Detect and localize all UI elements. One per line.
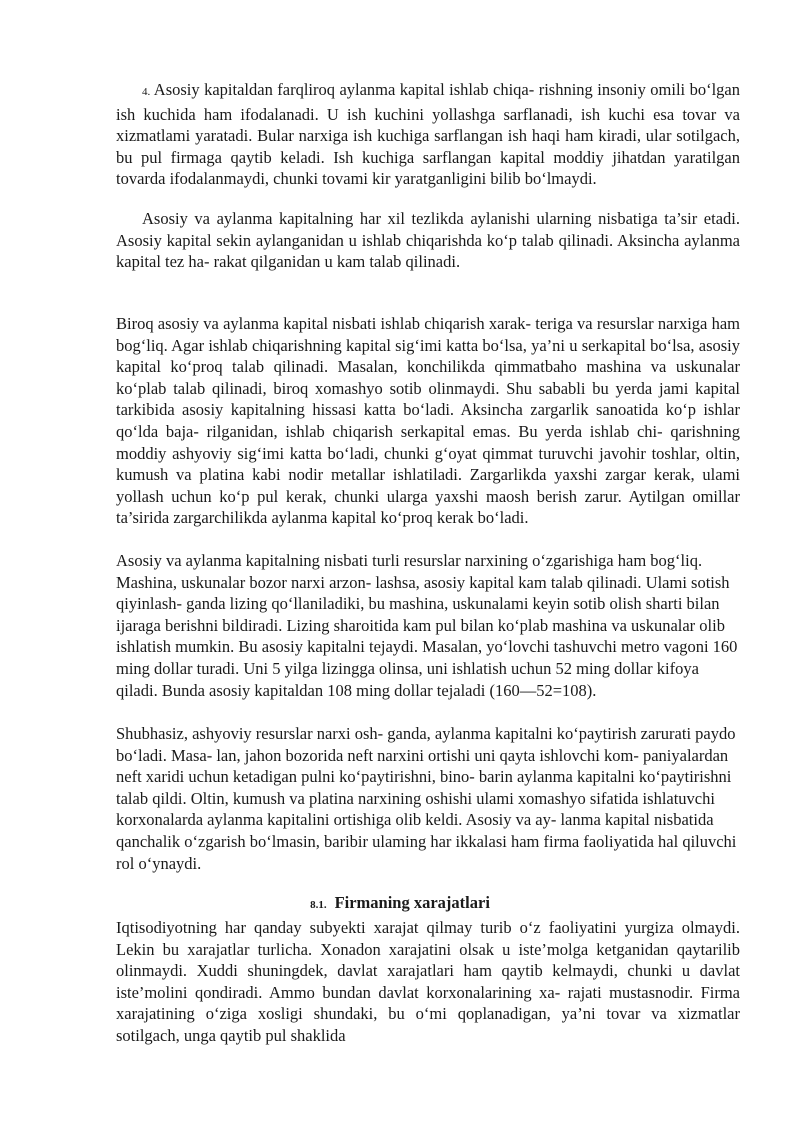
paragraph-resource-prices-leasing: Asosiy va aylanma kapitalning nisbati turli resurslar narxining o‘zgarishiga ham bog‘liq. Mashina, uskunalar bozor narxi arzon- lashsa, asosiy kapital kam talab qilinadi. Ulami sotish qiyinlash- ganda lizing qo‘llaniladiki, bu mashina, uskunalami keyin sotib olish sharti bilan ijaraga berishni bildiradi. Lizing sharoitida kam pul bilan ko‘plab mashina va uskunalar olib ishlatish mumkin. Bu asosiy kapitalni tejaydi. Masalan, yo‘lovchi tashuvchi metro vagoni 160 ming dollar turadi. Uni 5 yilga lizingga olinsa, uni ishlatish uchun 52 ming dollar kifoya qiladi. Bunda asosiy kapitaldan 108 ming dollar tejaladi (160—52=108). xyxy=(116,551,738,700)
paragraph-capital-ratio-industry: Biroq asosiy va aylanma kapital nisbati ishlab chiqarish xarak- teriga va resurslar narxiga ham bog‘liq. Agar ishlab chiqarishning kapital sig‘imi katta bo‘lsa, ya’ni u serkapital bo‘lsa, asosiy kapital ko‘proq talab qilinadi. Masalan, konchilikda qimmatbaho mashina va uskunalar ko‘plab talab qilinadi, biroq xomashyo sotib olinmaydi. Shu sababli bu yerda jami kapital tarkibida asosiy kapitalning hissasi katta bo‘ladi. Aksincha zargarlik sanoatida ko‘p ishlar qo‘lda baja- rilganidan, ishlab chiqarish serkapital emas. Bu yerda ishlab chi- qarishning moddiy ashyoviy sig‘imi katta bo‘ladi, chunki g‘oyat qimmat turuvchi javohir toshlar, oltin, kumush va platina kabi nodir metallar ishlatiladi. Zargarlikda yaxshi zargar kerak, ulami yollash uchun ko‘p pul kerak, chunki ularga yaxshi maosh berish zarur. Aytilgan omillar ta’sirida zargarchilikda aylanma kapital ko‘proq kerak bo‘ladi. xyxy=(116,314,740,528)
section-heading xyxy=(0,892,800,916)
section-number: 8.1. xyxy=(310,899,327,911)
paragraph-material-resources: Shubhasiz, ashyoviy resurslar narxi osh- ganda, aylanma kapitalni ko‘paytirish zarurati paydo bo‘ladi. Masa- lan, jahon bozorida neft narxini ortishi uni qayta ishlovchi kom- paniyalardan neft xaridi uchun ketadigan pulni ko‘paytirishni, bino- barin aylanma kapitalni ko‘paytirishni talab qildi. Oltin, kumush va platina narxining oshishi ulami xomashyo sifatida ishlatuvchi korxonalarda aylanma kapitalini ortishiga olib keldi. Asosiy va ay- lanma kapital nisbatida qanchalik o‘zgarish bo‘lmasin, baribir ulaming har ikkalasi ham firma faoliyatida hal qiluvchi rol o‘ynaydi. xyxy=(116,724,737,873)
paragraph-text: Asosiy kapitaldan farqliroq aylanma kapital ishlab chiqa- rishning insoniy omili bo‘lgan ish kuchida ham ifodalanadi. U ish kuchini yollashga sarflanadi, ish kuchi esa tovar va xizmatlami yaratadi. Bular narxiga ish kuchiga sarflangan ish haqi ham kiradi, ular sotilgach, bu pul firmaga qaytib keladi. Ish kuchiga sarflangan kapital moddiy jihatdan yaratilgan tovarda ifodalanmaydi, chunki tovami kir yaratganligini bilib bo‘lmaydi. xyxy=(116,80,740,189)
list-number: 4. xyxy=(142,86,151,98)
paragraph-working-capital-labor xyxy=(116,79,740,190)
section-title: Firmaning xarajatlari xyxy=(334,893,490,912)
paragraph-firm-expenses: Iqtisodiyotning har qanday subyekti xarajat qilmay turib o‘z faoliyatini yurgiza olmaydi. Lekin bu xarajatlar turlicha. Xonadon xarajatini olsak u iste’molga ketganidan qaytarilib olinmaydi. Xuddi shuningdek, davlat xarajatlari ham qaytib kelmaydi, chunki u davlat iste’molini qondiradi. Ammo bundan davlat korxonalarining xa- rajati mustasnodir. Firma xarajatining o‘ziga xosligi shundaki, bu o‘mi qoplanadigan, ya’ni tovar va xizmatlar sotilgach, unga qaytib pul shaklida xyxy=(116,918,740,1045)
paragraph-turnover-speed: Asosiy va aylanma kapitalning har xil tezlikda aylanishi ularning nisbatiga ta’sir etadi. Asosiy kapital sekin aylanganidan u ishlab chiqarishda ko‘p talab qilinadi. Aksincha aylanma kapital tez ha- rakat qilganidan u kam talab qilinadi. xyxy=(116,209,740,272)
